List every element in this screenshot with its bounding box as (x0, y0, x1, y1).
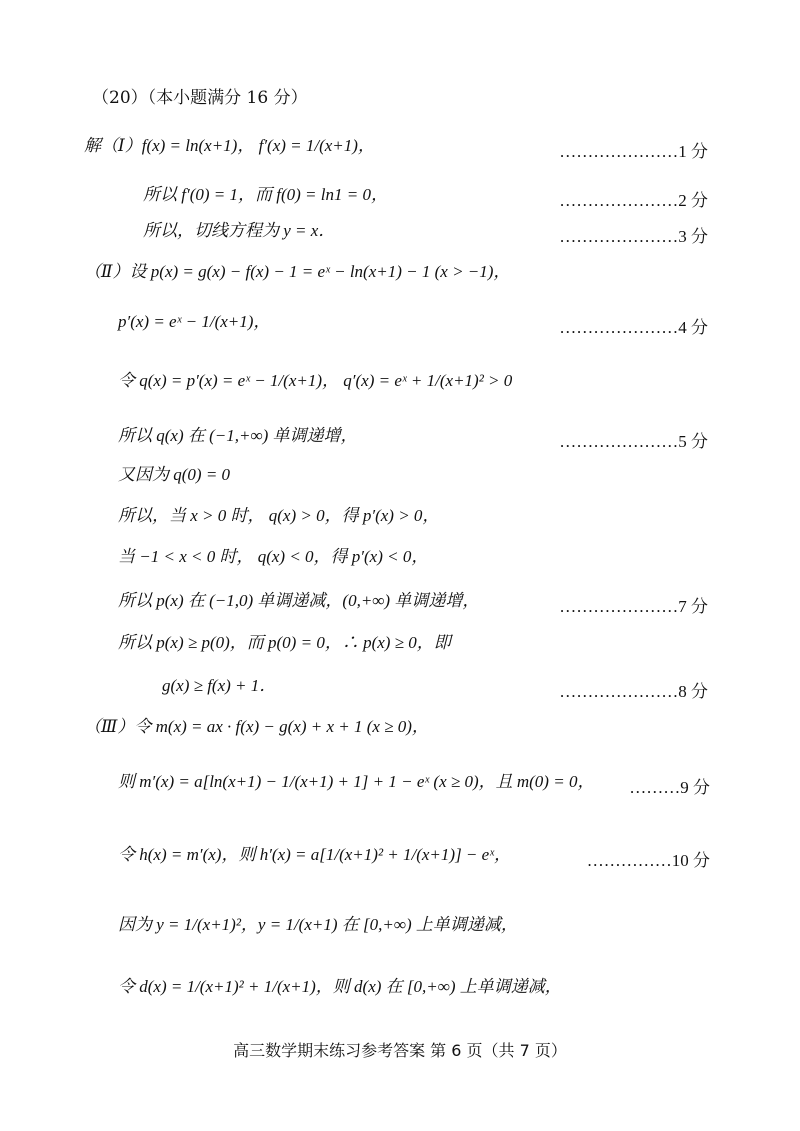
solution-line: （Ⅱ）设 p(x) = g(x) − f(x) − 1 = eˣ − ln(x+1) − 1 (x > −1)， (84, 262, 511, 281)
solution-line: 则 m′(x) = a[ln(x+1) − 1/(x+1) + 1] + 1 − eˣ (x ≥ 0)，且 m(0) = 0， (118, 772, 595, 791)
score-marker: ………9 分 (629, 778, 710, 797)
problem-heading: （20）（本小题满分 16 分） (92, 88, 308, 108)
score-marker: …………………1 分 (559, 142, 708, 161)
solution-line: （Ⅲ）令 m(x) = ax · f(x) − g(x) + x + 1 (x ≥ 0)， (84, 717, 429, 736)
score-marker: …………………7 分 (559, 597, 708, 616)
solution-line: 所以 p(x) 在 (−1,0) 单调递减，(0,+∞) 单调递增， (118, 591, 480, 610)
solution-line: 所以，当 x > 0 时， q(x) > 0，得 p′(x) > 0， (118, 506, 440, 525)
solution-line: 所以 q(x) 在 (−1,+∞) 单调递增， (118, 426, 358, 445)
score-marker: …………………8 分 (559, 682, 708, 701)
solution-line: 所以 f′(0) = 1，而 f(0) = ln1 = 0， (143, 185, 388, 204)
score-marker: ……………10 分 (586, 851, 710, 870)
score-marker: …………………3 分 (559, 227, 708, 246)
solution-line: p′(x) = eˣ − 1/(x+1)， (118, 312, 271, 331)
solution-line: 当 −1 < x < 0 时， q(x) < 0，得 p′(x) < 0， (118, 547, 429, 566)
solution-line: 所以，切线方程为 y = x． (143, 221, 336, 240)
solution-line: 又因为 q(0) = 0 (118, 465, 231, 484)
score-marker: …………………4 分 (559, 318, 708, 337)
score-marker: …………………2 分 (559, 191, 708, 210)
solution-line: 令 h(x) = m′(x)，则 h′(x) = a[1/(x+1)² + 1/(x+1)] − eˣ， (118, 845, 512, 864)
solution-line: 令 q(x) = p′(x) = eˣ − 1/(x+1)， q′(x) = eˣ + 1/(x+1)² > 0 (118, 371, 513, 390)
solution-line: 解（Ⅰ）f(x) = ln(x+1)， f′(x) = 1/(x+1)， (84, 136, 375, 155)
score-marker: …………………5 分 (559, 432, 708, 451)
solution-line: g(x) ≥ f(x) + 1． (162, 676, 277, 695)
page-footer: 高三数学期末练习参考答案 第 6 页（共 7 页） (233, 1041, 567, 1060)
solution-line: 所以 p(x) ≥ p(0)，而 p(0) = 0，∴ p(x) ≥ 0，即 (118, 633, 451, 652)
solution-line: 因为 y = 1/(x+1)²，y = 1/(x+1) 在 [0,+∞) 上单调递减， (118, 915, 518, 934)
solution-line: 令 d(x) = 1/(x+1)² + 1/(x+1)，则 d(x) 在 [0,+∞) 上单调递减， (118, 977, 562, 996)
